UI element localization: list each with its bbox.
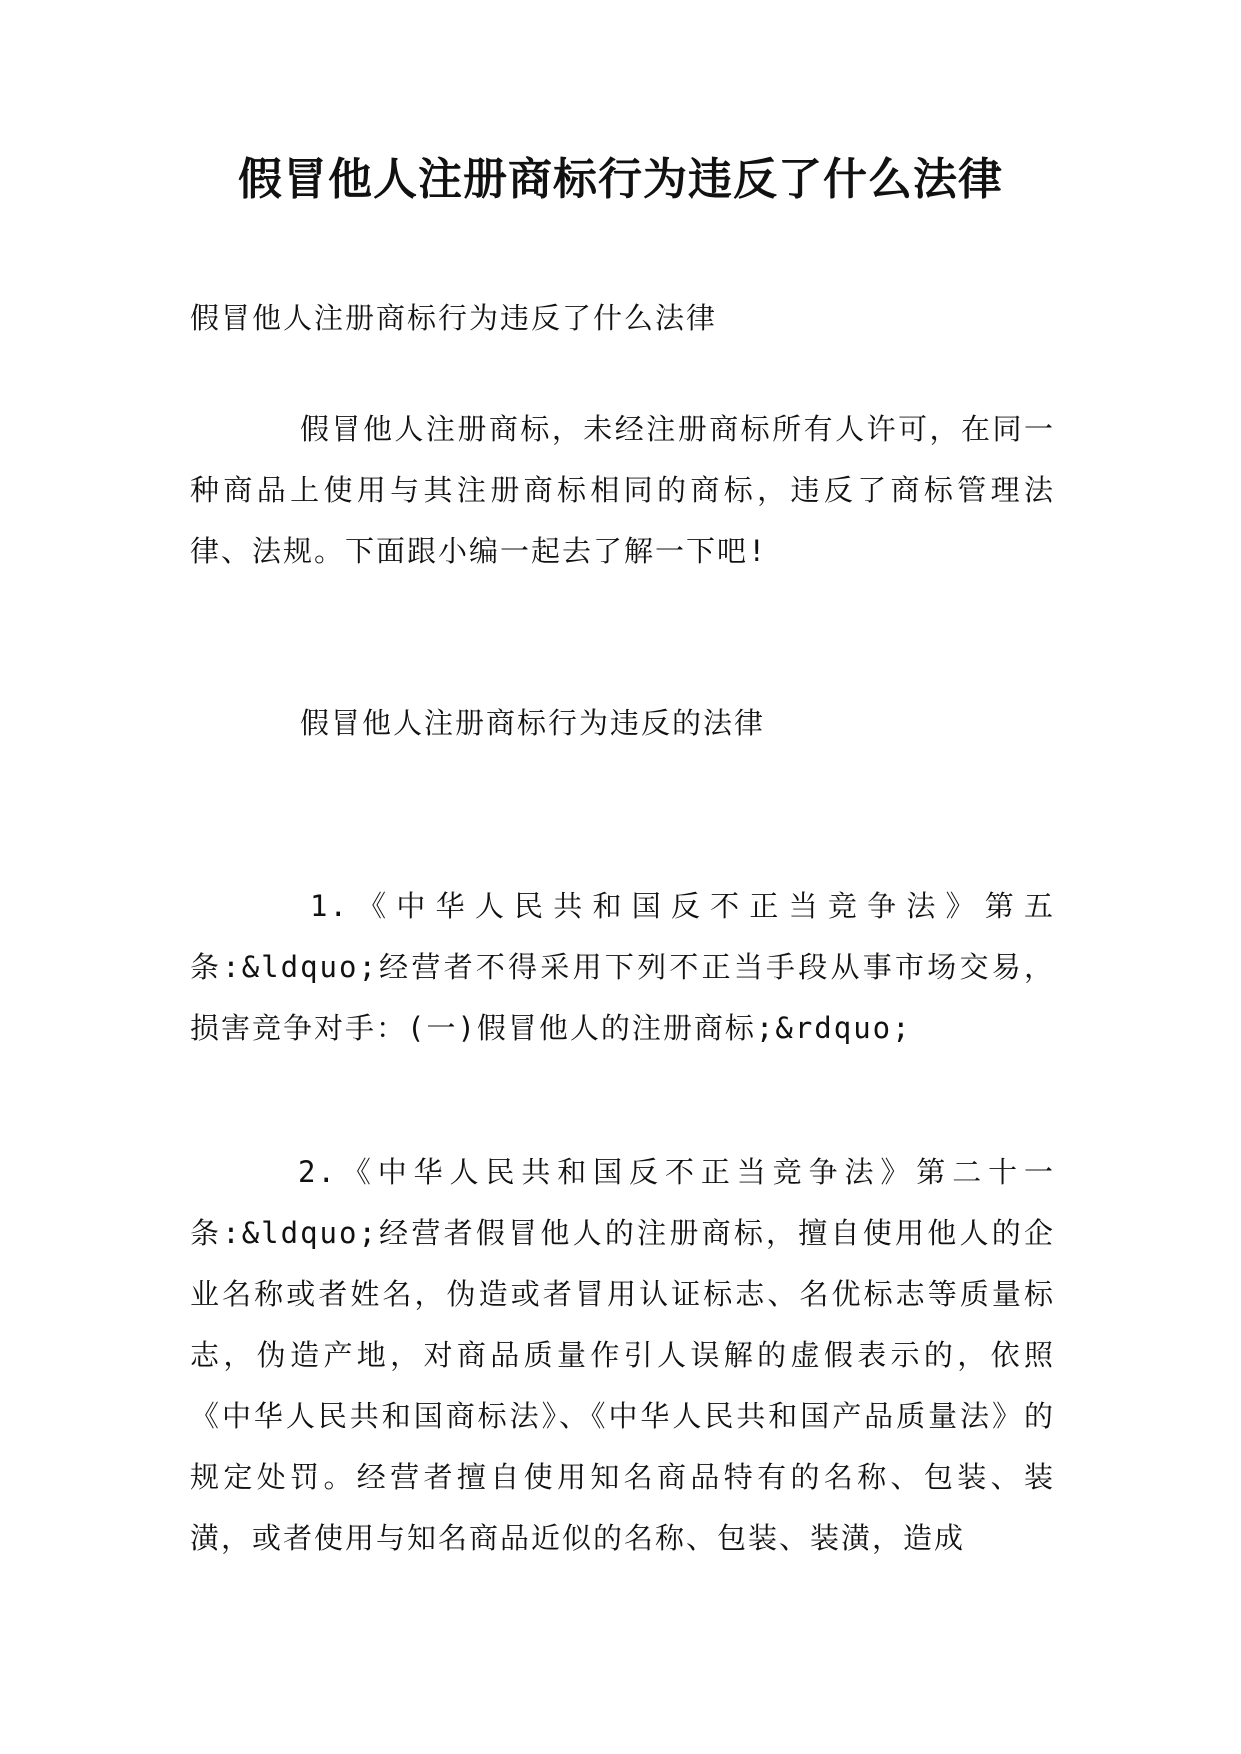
document-title: 假冒他人注册商标行为违反了什么法律 — [238, 154, 1003, 205]
intro-paragraph: 假冒他人注册商标，未经注册商标所有人许可，在同一种商品上使用与其注册商标相同的商标，违反了商标管理法律、法规。下面跟小编一起去了解一下吧! — [190, 412, 1055, 568]
section-heading: 假冒他人注册商标行为违反的法律 — [300, 706, 766, 740]
law-item-2: 2.《中华人民共和国反不正当竞争法》第二十一条:&ldquo;经营者假冒他人的注册商标，擅自使用他人的企业名称或者姓名，伪造或者冒用认证标志、名优标志等质量标志，伪造产地，对商品质量作引人误解的虚假表示的，依照《中华人民共和国商标法》、《中华人民共和国产品质量法》的规定处罚。经营者擅自使用知名商品特有的名称、包装、装潢，或者使用与知名商品近似的名称、包装、装潢，造成 — [190, 1155, 1055, 1555]
law-item-1: 1.《中华人民共和国反不正当竞争法》第五条:&ldquo;经营者不得采用下列不正当手段从事市场交易，损害竞争对手：(一)假冒他人的注册商标;&rdquo; — [190, 889, 1055, 1045]
document-subtitle: 假冒他人注册商标行为违反了什么法律 — [190, 301, 718, 335]
